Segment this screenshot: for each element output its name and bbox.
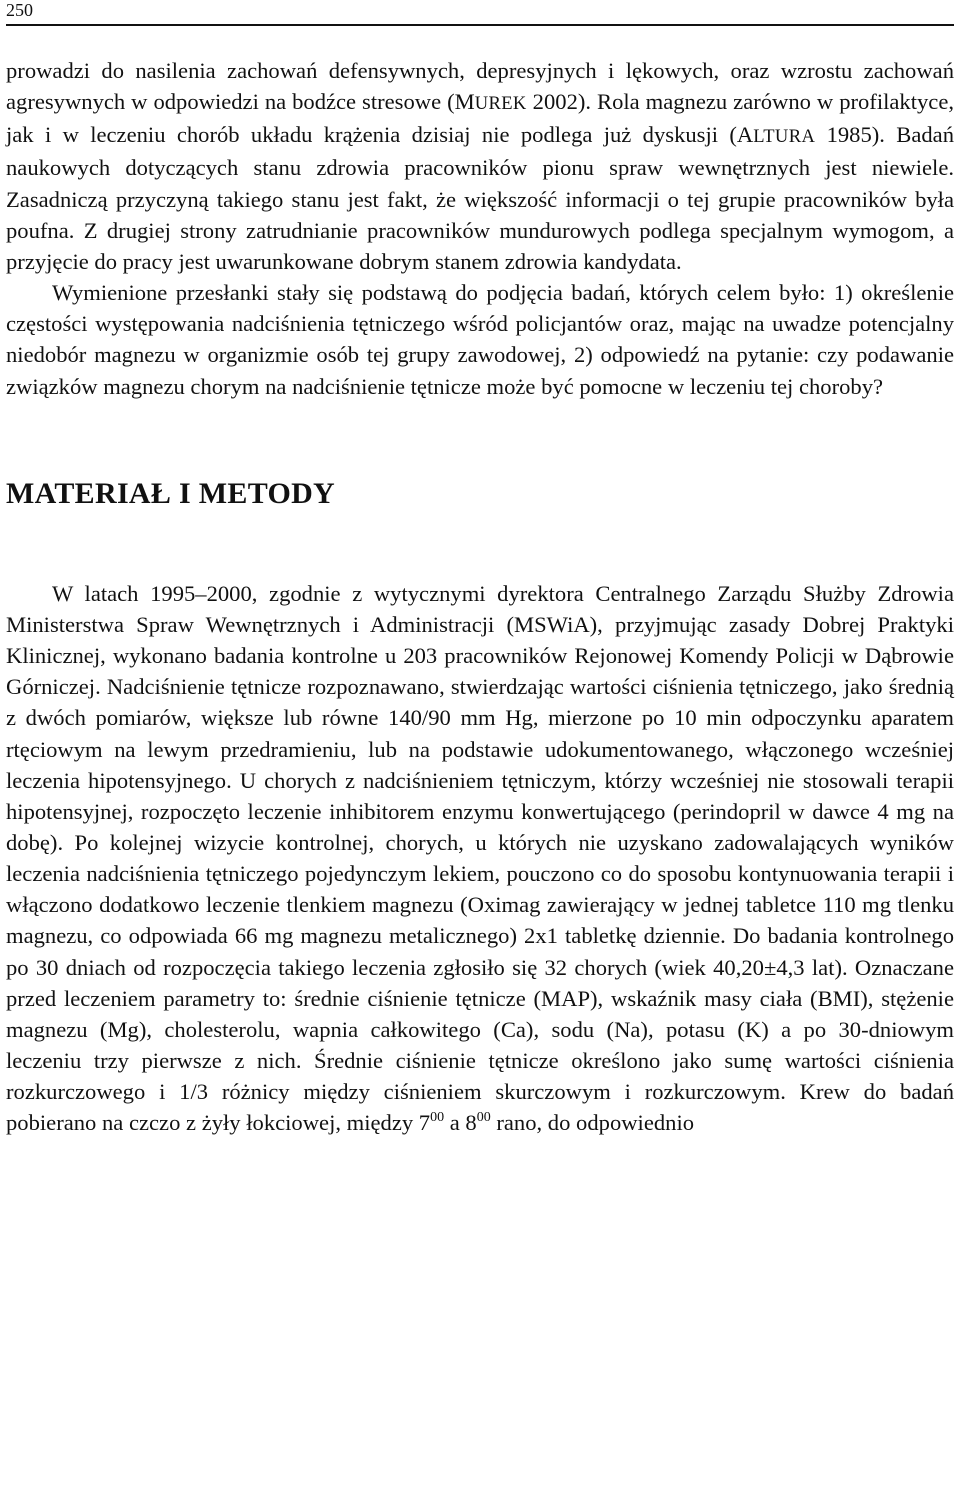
citation-altura-smallcaps: LTURA (753, 126, 816, 148)
paragraph-intro-text-1: prowadzi do nasilenia zachowań defensywnych, depresyjnych i lękowych, oraz wzrostu zachowań agresywnych w odpowiedzi na bodźce stresowe (M (6, 58, 954, 115)
paragraph-methods-text-1: W latach 1995–2000, zgodnie z wytycznymi dyrektora Centralnego Zarządu Służby Zdrowia Ministerstwa Spraw Wewnętrznych i Administracji (MSWiA), przyjmując zasady Dobrej Praktyki Klinicznej, wykonano badania kontrolne u 203 pracowników Rejonowej Komendy Policji w Dąbrowie Górniczej. Nadciśnienie tętnicze rozpoznawano, stwierdzając wartości ciśnienia tętniczego, jako średnią z dwóch pomiarów, większe lub równe 140/90 mm Hg, mierzone po 10 min odpoczynku aparatem rtęciowym na lewym przedramieniu, lub na podstawie udokumentowanego, włączonego wcześniej leczenia hipotensyjnego. U chorych z nadciśnieniem tętniczym, którzy wcześniej nie stosowali terapii hipotensyjnej, rozpoczęto leczenie inhibitorem enzymu konwertującego (perindopril w dawce 4 mg na dobę). Po kolejnej wizycie kontrolnej, chorych, u których nie uzyskano zadowalających wyników leczenia nadciśnienia tętniczego pojedynczym lekiem, pouczono co do sposobu kontynuowania terapii i włączono dodatkowo leczenie tlenkiem magnezu (Oximag zawierający w jednej tabletce 110 mg tlenku magnezu, co odpowiada 66 mg magnezu metalicznego) 2x1 tabletkę dziennie. Do badania kontrolnego po 30 dniach od rozpoczęcia takiego leczenia zgłosiło się 32 chorych (wiek 40,20±4,3 lat). Oznaczane przed leczeniem parametry to: średnie ciśnienie tętnicze (MAP), wskaźnik masy ciała (BMI), stężenie magnezu (Mg), cholesterolu, wapnia całkowitego (Ca), sodu (Na), potasu (K) a po 30-dniowym leczeniu trzy pierwsze z nich. Średnie ciśnienie tętnicze określono jako sumę wartości ciśnienia rozkurczowego i 1/3 różnicy między ciśnieniem skurczowym i rozkurczowym. Krew do badań pobierano na czczo z żyły łokciowej, między 7 (6, 580, 954, 1136)
paragraph-methods-text-2: a 8 (444, 1110, 477, 1136)
paragraph-intro (6, 55, 954, 277)
section-heading-materials-methods: MATERIAŁ I METODY (6, 476, 336, 510)
paragraph-aims: Wymienione przesłanki stały się podstawą do podjęcia badań, których celem było: 1) określenie częstości występowania nadciśnienia tętniczego wśród policjantów oraz, mając na uwadze potencjalny niedobór magnezu w organizmie osób tej grupy zawodowej, 2) odpowiedź na pytanie: czy podawanie związków magnezu chorym na nadciśnienie tętnicze może być pomocne w leczeniu tej choroby? (6, 280, 954, 399)
page-header (6, 0, 954, 26)
paragraph-intro-text-2: 2002). Rola magnezu zarówno w profilaktyce, jak i w leczeniu chorób układu krążenia dzisiaj nie podlega już dyskusji (A (6, 89, 954, 148)
citation-murek-smallcaps: UREK (474, 93, 527, 115)
document-page (6, 0, 954, 1139)
paragraph-methods (6, 578, 954, 1139)
page-number: 250 (6, 0, 33, 20)
superscript-time-1: 00 (430, 1110, 445, 1126)
superscript-time-2: 00 (476, 1110, 491, 1126)
paragraph-methods-text-3: rano, do odpowiednio (490, 1110, 695, 1136)
paragraph-intro-text-3: 1985). Badań naukowych dotyczących stanu zdrowia pracowników pionu spraw wewnętrznych jest niewiele. Zasadniczą przyczyną takiego stanu jest fakt, że większość informacji o tej grupie pracowników była poufna. Z drugiej strony zatrudnianie pracowników mundurowych podlega specjalnym wymogom, a przyjęcie do pracy jest uwarunkowane dobrym stanem zdrowia kandydata. (6, 122, 954, 274)
